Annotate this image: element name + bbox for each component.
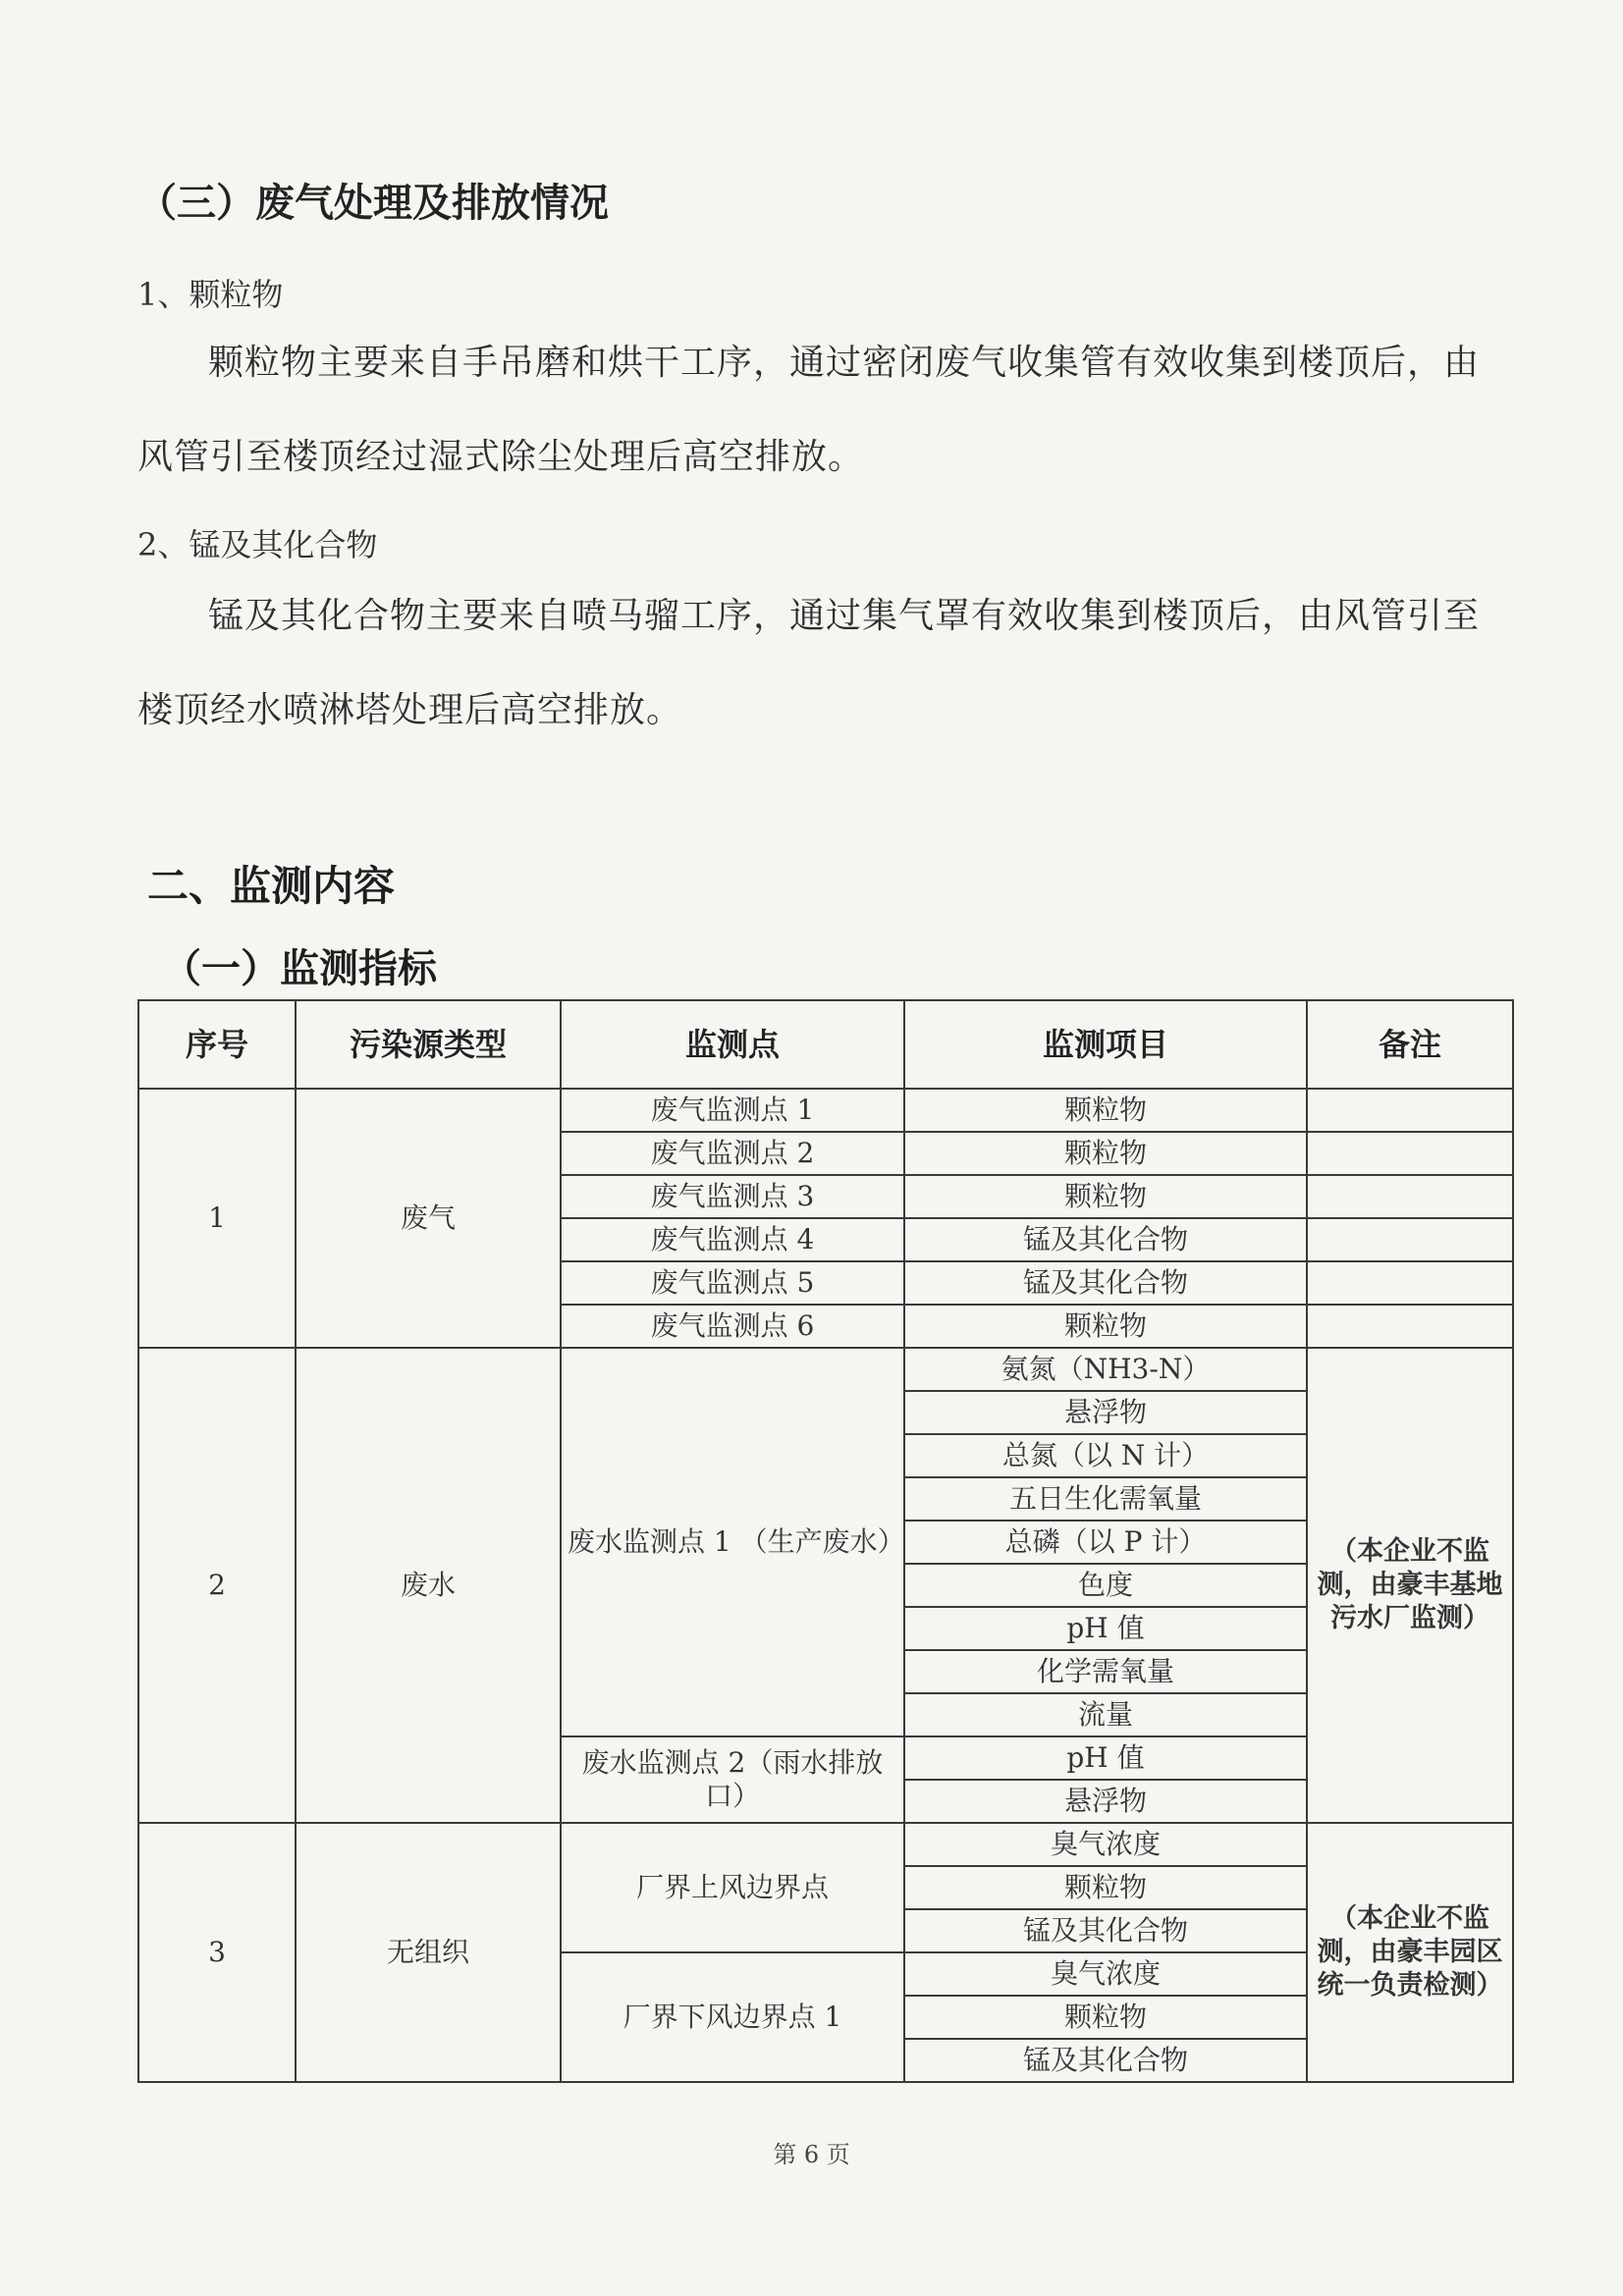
table-header: 监测点 xyxy=(561,1000,904,1089)
cell-item: 锰及其化合物 xyxy=(904,2039,1307,2082)
cell-note xyxy=(1307,1089,1513,1132)
cell-point: 废气监测点 6 xyxy=(561,1305,904,1348)
cell-note: （本企业不监测，由豪丰园区统一负责检测） xyxy=(1307,1823,1513,2082)
cell-item: 臭气浓度 xyxy=(904,1952,1307,1996)
cell-item: 五日生化需氧量 xyxy=(904,1477,1307,1521)
cell-item: 氨氮（NH3-N） xyxy=(904,1348,1307,1391)
cell-type: 废水 xyxy=(296,1348,561,1823)
item-heading: 2、锰及其化合物 xyxy=(137,526,378,563)
cell-item: 总氮（以 N 计） xyxy=(904,1434,1307,1477)
table-row xyxy=(138,1348,1513,1391)
chapter-heading: 二、监测内容 xyxy=(147,862,396,910)
cell-type: 废气 xyxy=(296,1089,561,1348)
cell-point: 厂界上风边界点 xyxy=(561,1823,904,1952)
table-header: 备注 xyxy=(1307,1000,1513,1089)
cell-note xyxy=(1307,1175,1513,1218)
cell-item: 锰及其化合物 xyxy=(904,1909,1307,1952)
cell-item: 锰及其化合物 xyxy=(904,1261,1307,1305)
table-header: 序号 xyxy=(138,1000,296,1089)
cell-item: 色度 xyxy=(904,1564,1307,1607)
cell-item: 颗粒物 xyxy=(904,1175,1307,1218)
cell-item: 悬浮物 xyxy=(904,1391,1307,1434)
cell-point: 废气监测点 5 xyxy=(561,1261,904,1305)
cell-no: 1 xyxy=(138,1089,296,1348)
cell-note xyxy=(1307,1132,1513,1175)
cell-item: pH 值 xyxy=(904,1607,1307,1650)
cell-item: 锰及其化合物 xyxy=(904,1218,1307,1261)
cell-point: 废气监测点 4 xyxy=(561,1218,904,1261)
cell-point: 废气监测点 2 xyxy=(561,1132,904,1175)
subsection-heading: （一）监测指标 xyxy=(162,946,437,991)
paragraph: 颗粒物主要来自手吊磨和烘干工序，通过密闭废气收集管有效收集到楼顶后，由风管引至楼顶经过湿式除尘处理后高空排放。 xyxy=(137,343,1481,477)
cell-item: 臭气浓度 xyxy=(904,1823,1307,1866)
monitoring-table xyxy=(137,999,1514,2083)
cell-item: 颗粒物 xyxy=(904,1305,1307,1348)
cell-item: 悬浮物 xyxy=(904,1780,1307,1823)
cell-item: 总磷（以 P 计） xyxy=(904,1521,1307,1564)
cell-no: 2 xyxy=(138,1348,296,1823)
cell-note xyxy=(1307,1218,1513,1261)
cell-point: 废水监测点 2（雨水排放口） xyxy=(561,1736,904,1823)
cell-item: 颗粒物 xyxy=(904,1132,1307,1175)
cell-item: 化学需氧量 xyxy=(904,1650,1307,1693)
paragraph: 锰及其化合物主要来自喷马骝工序，通过集气罩有效收集到楼顶后，由风管引至楼顶经水喷淋塔处理后高空排放。 xyxy=(137,596,1481,730)
page-number: 第 6 页 xyxy=(773,2141,850,2168)
table-header: 监测项目 xyxy=(904,1000,1307,1089)
cell-note xyxy=(1307,1305,1513,1348)
cell-type: 无组织 xyxy=(296,1823,561,2082)
cell-item: 颗粒物 xyxy=(904,1866,1307,1909)
cell-note xyxy=(1307,1261,1513,1305)
cell-item: 流量 xyxy=(904,1693,1307,1736)
cell-item: pH 值 xyxy=(904,1736,1307,1780)
cell-no: 3 xyxy=(138,1823,296,2082)
cell-point: 废气监测点 1 xyxy=(561,1089,904,1132)
table-row xyxy=(138,1089,1513,1132)
cell-point: 废水监测点 1 （生产废水） xyxy=(561,1348,904,1736)
section-heading: （三）废气处理及排放情况 xyxy=(137,181,609,226)
cell-note: （本企业不监测，由豪丰基地污水厂监测） xyxy=(1307,1348,1513,1823)
cell-item: 颗粒物 xyxy=(904,1089,1307,1132)
table-header: 污染源类型 xyxy=(296,1000,561,1089)
cell-point: 废气监测点 3 xyxy=(561,1175,904,1218)
cell-item: 颗粒物 xyxy=(904,1996,1307,2039)
item-heading: 1、颗粒物 xyxy=(137,276,284,313)
table-row xyxy=(138,1823,1513,1866)
table-header-row xyxy=(138,1000,1513,1089)
cell-point: 厂界下风边界点 1 xyxy=(561,1952,904,2082)
